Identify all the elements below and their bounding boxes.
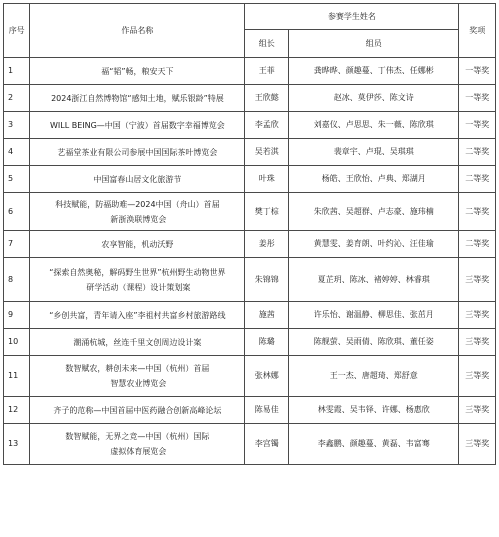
- work-name-line: 2024浙江自然博物馆“感知土地，赋乐银龄”特展: [51, 93, 224, 103]
- row-members: 朱欣茜、吴超群、卢志豪、施玮楠: [289, 193, 459, 231]
- work-name-line: “探索自然奥秘，解码野生世界”杭州野生动物世界: [49, 267, 226, 277]
- row-award: 三等奖: [459, 258, 496, 302]
- row-leader: 吴若淇: [245, 139, 289, 166]
- row-award: 一等奖: [459, 58, 496, 85]
- row-leader: 李孟欣: [245, 112, 289, 139]
- table-row: [4, 424, 496, 465]
- row-members: 李鑫鹏、颜趣蔓、黄磊、韦富骞: [289, 424, 459, 465]
- row-work-name: [30, 58, 245, 85]
- row-award: 二等奖: [459, 166, 496, 193]
- row-leader: 陈璐: [245, 329, 289, 356]
- row-award: 二等奖: [459, 231, 496, 258]
- table-row: [4, 258, 496, 302]
- row-members: 龚晔晔、颜趣蔓、丁伟杰、任娜彬: [289, 58, 459, 85]
- header-participants: 参赛学生姓名: [245, 4, 459, 30]
- row-no: 2: [4, 85, 30, 112]
- row-work-name: [30, 231, 245, 258]
- table-row: [4, 139, 496, 166]
- work-name-line: 数智赋能，无界之竞—中国（杭州）国际: [65, 432, 210, 441]
- row-no: 12: [4, 397, 30, 424]
- row-no: 4: [4, 139, 30, 166]
- table-row: [4, 193, 496, 231]
- table-row: [4, 356, 496, 397]
- row-no: 9: [4, 302, 30, 329]
- row-award: 二等奖: [459, 193, 496, 231]
- row-leader: 张林娜: [245, 356, 289, 397]
- work-name-line: 科技赋能，防福助难—2024中国（舟山）首届: [55, 199, 220, 209]
- row-leader: 王欣懿: [245, 85, 289, 112]
- row-leader: 姜彤: [245, 231, 289, 258]
- row-work-name: [30, 166, 245, 193]
- table-row: [4, 302, 496, 329]
- work-name-line: 智慧农业博览会: [110, 379, 167, 388]
- row-work-name: [30, 329, 245, 356]
- table-row: [4, 397, 496, 424]
- row-members: 杨皓、王欣怡、卢典、郑湖月: [289, 166, 459, 193]
- award-table: [3, 3, 496, 465]
- work-name-line: 虚拟体育展览会: [110, 447, 167, 456]
- row-award: 三等奖: [459, 397, 496, 424]
- row-no: 3: [4, 112, 30, 139]
- work-name-line: 福“韬”畅，粮安天下: [101, 66, 174, 76]
- row-award: 一等奖: [459, 112, 496, 139]
- header-name: 作品名称: [30, 4, 245, 58]
- row-work-name: [30, 193, 245, 231]
- row-no: 7: [4, 231, 30, 258]
- row-work-name: [30, 397, 245, 424]
- row-leader: 樊丁棕: [245, 193, 289, 231]
- row-leader: 陈易佳: [245, 397, 289, 424]
- work-name-line: “乡创共富，青年请入座”李祖村共富乡村旅游路线: [49, 310, 226, 320]
- row-no: 10: [4, 329, 30, 356]
- row-award: 二等奖: [459, 139, 496, 166]
- row-members: 赵冰、莫伊莎、陈文诗: [289, 85, 459, 112]
- work-name-line: WILL BEING—中国（宁波）首届数字幸福博览会: [49, 120, 225, 130]
- row-no: 1: [4, 58, 30, 85]
- header-award: 奖项: [459, 4, 496, 58]
- row-award: 三等奖: [459, 329, 496, 356]
- table-row: [4, 112, 496, 139]
- row-work-name: [30, 139, 245, 166]
- work-name-line: 农享智能，机动沃野: [101, 239, 174, 249]
- row-members: 王一杰、唐超琦、郑舒意: [289, 356, 459, 397]
- row-leader: 王菲: [245, 58, 289, 85]
- row-no: 8: [4, 258, 30, 302]
- row-no: 5: [4, 166, 30, 193]
- header-no: 序号: [4, 4, 30, 58]
- header-leader: 组长: [245, 30, 289, 58]
- work-name-line: 艺福堂茶业有限公司参展中国国际茶叶博览会: [57, 147, 218, 157]
- row-members: 黄慧雯、姜育朗、叶约沁、汪佳瑜: [289, 231, 459, 258]
- table-row: [4, 329, 496, 356]
- row-award: 一等奖: [459, 85, 496, 112]
- work-name-line: 新浙涣联博览会: [110, 214, 167, 224]
- row-work-name: [30, 258, 245, 302]
- row-members: 许乐怡、谢温静、柳思佳、张茁月: [289, 302, 459, 329]
- work-name-line: 中国富春山居文化旅游节: [93, 174, 182, 184]
- row-award: 三等奖: [459, 302, 496, 329]
- work-name-line: 齐子的范称—中国首届中医药融合创新高峰论坛: [53, 405, 222, 415]
- row-work-name: [30, 85, 245, 112]
- row-work-name: [30, 302, 245, 329]
- row-work-name: [30, 356, 245, 397]
- table-row: [4, 85, 496, 112]
- table-row: [4, 166, 496, 193]
- row-no: 11: [4, 356, 30, 397]
- header-row-1: [4, 4, 496, 30]
- row-work-name: [30, 112, 245, 139]
- row-members: 刘嘉仪、卢思思、朱一薇、陈欣琪: [289, 112, 459, 139]
- row-no: 13: [4, 424, 30, 465]
- row-leader: 施茜: [245, 302, 289, 329]
- row-award: 三等奖: [459, 356, 496, 397]
- row-leader: 朱锦锦: [245, 258, 289, 302]
- row-award: 三等奖: [459, 424, 496, 465]
- row-members: 林雯霞、吴韦铎、许娜、杨惠欣: [289, 397, 459, 424]
- work-name-line: 潮涌杭城，丝连千里文创周边设计案: [73, 337, 202, 347]
- row-leader: 叶珠: [245, 166, 289, 193]
- header-members: 组员: [289, 30, 459, 58]
- table-row: [4, 58, 496, 85]
- work-name-line: 数智赋农，耕创未来—中国（杭州）首届: [65, 364, 210, 373]
- row-members: 陈舰萤、吴雨倩、陈欣琪、董任姿: [289, 329, 459, 356]
- table-row: [4, 231, 496, 258]
- row-members: 夏芷玥、陈冰、褚婷婷、林睿琪: [289, 258, 459, 302]
- row-no: 6: [4, 193, 30, 231]
- row-work-name: [30, 424, 245, 465]
- row-leader: 李宫镯: [245, 424, 289, 465]
- work-name-line: 研学活动（课程）设计策划案: [86, 282, 191, 292]
- row-members: 裴章宇、卢琨、吴琪琪: [289, 139, 459, 166]
